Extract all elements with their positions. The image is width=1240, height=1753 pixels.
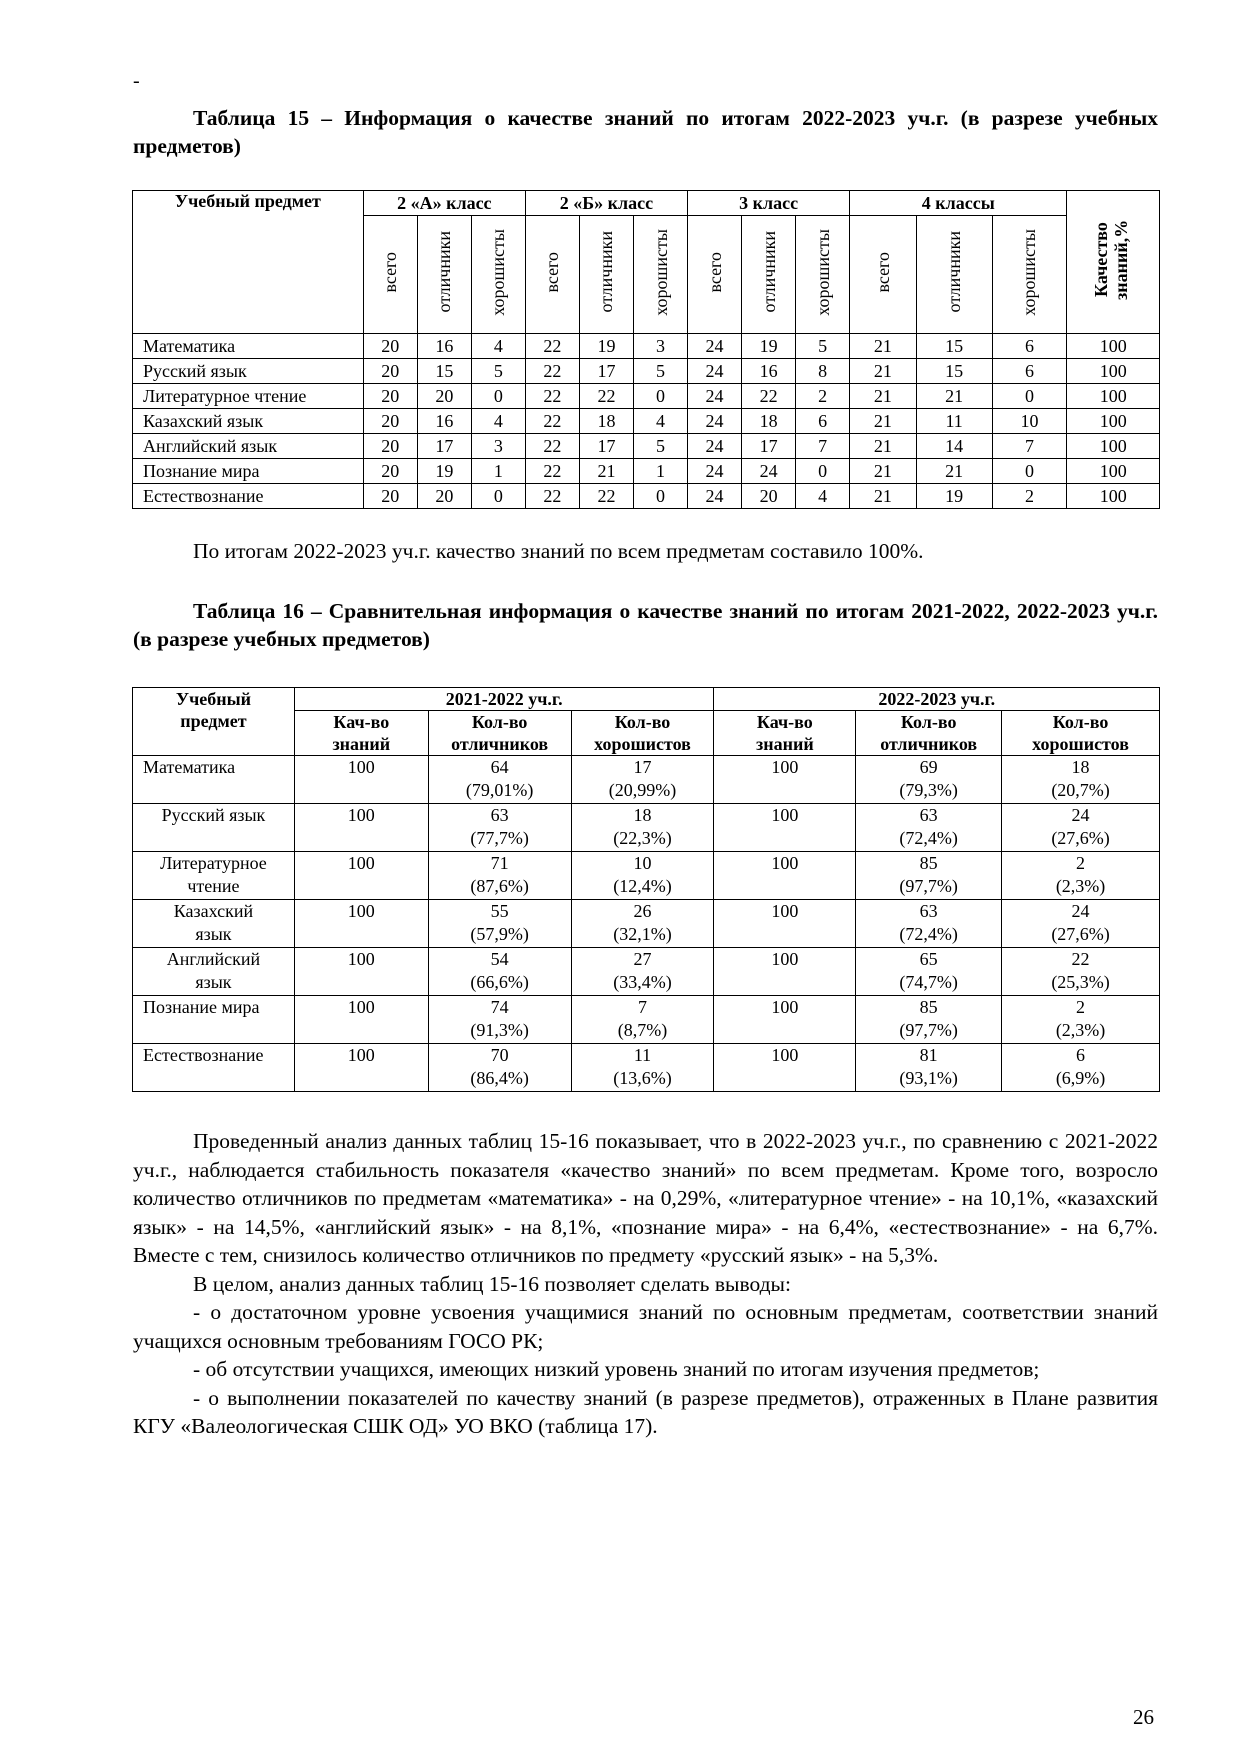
table15-value-cell: 22 [525, 484, 579, 509]
table15-caption [133, 104, 1158, 160]
table15-value-cell: 21 [916, 384, 992, 409]
table16-value-cell [294, 996, 428, 1044]
table15-value-cell: 19 [579, 334, 633, 359]
table-row [133, 484, 1160, 509]
table15-value-cell: 20 [417, 384, 471, 409]
table16-value-line: 85 [919, 997, 938, 1017]
table16-value-line: (93,1%) [899, 1068, 958, 1088]
table16-value-line: (8,7%) [617, 1020, 668, 1040]
table16-col-header [1002, 711, 1160, 756]
table16-value-line: (97,7%) [899, 1020, 958, 1040]
analysis-paragraph: - об отсутствии учащихся, имеющих низкий уровень знаний по итогам изучения предметов; [193, 1357, 1040, 1381]
table16-col-header [428, 711, 571, 756]
table16-subject-line: Естествознание [143, 1045, 264, 1065]
table16-subject-cell [133, 804, 295, 852]
table15-value-cell: 0 [633, 384, 687, 409]
table16 [132, 687, 1160, 1092]
table16-value-line: 100 [771, 997, 799, 1017]
table16-subject-line: Английский [166, 949, 261, 969]
table-row [133, 948, 1160, 996]
table15-value-cell: 1 [471, 459, 525, 484]
table-row [133, 900, 1160, 948]
table16-value-line: (22,3%) [613, 828, 672, 848]
table16-value-cell [856, 900, 1002, 948]
table16-caption [133, 597, 1158, 653]
table16-col-header [294, 711, 428, 756]
table15-subheader: хорошисты [796, 216, 850, 334]
table16-value-line: (97,7%) [899, 876, 958, 896]
table15-value-cell: 24 [688, 334, 742, 359]
table16-value-line: (79,3%) [899, 780, 958, 800]
dash-mark: - [133, 70, 140, 92]
table16-value-line: 10 [633, 853, 652, 873]
table15-value-cell: 10 [992, 409, 1067, 434]
table15-value-cell: 0 [796, 459, 850, 484]
table15-subject-cell: Математика [133, 334, 364, 359]
table15-group-header: 2 «А» класс [363, 191, 525, 216]
table15-value-cell: 22 [525, 409, 579, 434]
table15-value-cell: 20 [363, 459, 417, 484]
table16-value-cell [1002, 804, 1160, 852]
table15-value-cell: 22 [525, 384, 579, 409]
table16-value-line: 100 [347, 901, 375, 921]
table16-subject-cell [133, 852, 295, 900]
table-row [133, 756, 1160, 804]
table16-value-line: 65 [919, 949, 938, 969]
table16-value-cell [1002, 756, 1160, 804]
table15-value-cell: 15 [916, 334, 992, 359]
table15-value-cell: 14 [916, 434, 992, 459]
table16-value-line: 18 [633, 805, 652, 825]
table15-value-cell: 24 [688, 484, 742, 509]
table15-value-cell: 100 [1067, 434, 1160, 459]
table15-value-cell: 100 [1067, 334, 1160, 359]
table15-value-cell: 20 [363, 484, 417, 509]
table15-value-cell: 19 [742, 334, 796, 359]
table15-value-cell: 6 [992, 334, 1067, 359]
table16-value-line: (27,6%) [1051, 828, 1110, 848]
table15-subheader: отличники [742, 216, 796, 334]
table16-value-cell [428, 756, 571, 804]
table16-value-line: (20,7%) [1051, 780, 1110, 800]
table-row [133, 804, 1160, 852]
table15-value-cell: 22 [525, 459, 579, 484]
table16-value-cell [1002, 900, 1160, 948]
table16-subject-line: Казахский [173, 901, 254, 921]
table16-year1-header: 2021-2022 уч.г. [294, 688, 714, 711]
table16-value-cell [571, 1044, 714, 1092]
table16-col-header-line: Кол-во [614, 712, 671, 732]
table15-quality-header: Качество знаний,% [1067, 191, 1160, 334]
table15-value-cell: 21 [850, 384, 917, 409]
table15-subheader: отличники [579, 216, 633, 334]
table15-value-cell: 21 [850, 359, 917, 384]
table15-group-header: 4 классы [850, 191, 1067, 216]
analysis-paragraph: Проведенный анализ данных таблиц 15-16 показывает, что в 2022-2023 уч.г., по сравнению с 2021-2022 уч.г., наблюдается стабильность показателя «качество знаний» по всем предметам. Кроме того, возросло количество отличников по предметам «математика» - на 0,29%, «литературное чтение» - на 10,1%, «казахский язык» - на 14,5%, «английский язык» - на 8,1%, «познание мира» - на 6,4%, «естествознание» - на 6,7%. Вместе с тем, снизилось количество отличников по предмету «русский язык» - на 5,3%. [133, 1129, 1158, 1267]
analysis-paragraph: - о выполнении показателей по качеству знаний (в разрезе предметов), отраженных в Плане развития КГУ «Валеологическая СШК ОД» УО ВКО (таблица 17). [133, 1385, 1158, 1438]
analysis-paragraph: - о достаточном уровне усвоения учащимися знаний по основным предметам, соответствии знаний учащихся основным требованиям ГОСО РК; [133, 1300, 1158, 1353]
table15-value-cell: 1 [633, 459, 687, 484]
table15-value-cell: 4 [633, 409, 687, 434]
table15-subject-cell: Русский язык [133, 359, 364, 384]
table16-value-cell [294, 948, 428, 996]
table15-value-cell: 22 [742, 384, 796, 409]
table15-value-cell: 7 [796, 434, 850, 459]
table16-value-cell [428, 852, 571, 900]
table16-value-line: (2,3%) [1055, 1020, 1106, 1040]
table16-value-line: (27,6%) [1051, 924, 1110, 944]
table16-value-line: (57,9%) [470, 924, 529, 944]
table16-col-header [571, 711, 714, 756]
table16-year2-header: 2022-2023 уч.г. [714, 688, 1160, 711]
table15-value-cell: 3 [633, 334, 687, 359]
table15-value-cell: 24 [688, 459, 742, 484]
table15-value-cell: 17 [579, 434, 633, 459]
table15-value-cell: 100 [1067, 384, 1160, 409]
table-row [133, 434, 1160, 459]
table16-value-cell [856, 852, 1002, 900]
table15-value-cell: 24 [742, 459, 796, 484]
table16-subject-header: Учебный предмет [133, 688, 295, 756]
table16-value-cell [294, 900, 428, 948]
table15-value-cell: 20 [363, 409, 417, 434]
table15-value-cell: 19 [916, 484, 992, 509]
table15-value-cell: 6 [796, 409, 850, 434]
table15-value-cell: 0 [992, 459, 1067, 484]
analysis-paragraph: В целом, анализ данных таблиц 15-16 позволяет сделать выводы: [193, 1271, 791, 1296]
table15-subheader: хорошисты [471, 216, 525, 334]
table16-value-line: 71 [490, 853, 509, 873]
table16-value-line: 100 [771, 1045, 799, 1065]
table16-value-cell [714, 804, 856, 852]
table16-value-line: 100 [347, 1045, 375, 1065]
table15-subject-cell: Английский язык [133, 434, 364, 459]
table16-value-line: 100 [771, 949, 799, 969]
table16-value-line: 100 [347, 949, 375, 969]
table16-subject-cell [133, 756, 295, 804]
table16-col-header-line: Кол-во [1052, 712, 1109, 732]
table16-value-line: 74 [490, 997, 509, 1017]
table15-value-cell: 18 [742, 409, 796, 434]
table16-value-cell [714, 948, 856, 996]
table16-value-line: 63 [919, 805, 938, 825]
table15-value-cell: 6 [992, 359, 1067, 384]
table15-value-cell: 2 [992, 484, 1067, 509]
table15-subject-cell: Естествознание [133, 484, 364, 509]
table16-value-cell [856, 996, 1002, 1044]
table15-value-cell: 19 [417, 459, 471, 484]
table16-value-line: 64 [490, 757, 509, 777]
table15-value-cell: 17 [579, 359, 633, 384]
table15-subheader: всего [363, 216, 417, 334]
table16-value-cell [428, 1044, 571, 1092]
table15-value-cell: 0 [992, 384, 1067, 409]
table15-value-cell: 20 [363, 384, 417, 409]
table16-value-line: 7 [638, 997, 648, 1017]
table16-subject-line: язык [195, 924, 232, 944]
table15-value-cell: 4 [471, 409, 525, 434]
table15-subject-header: Учебный предмет [133, 191, 364, 334]
table15 [132, 190, 1160, 509]
table16-col-header-line: знаний [755, 734, 814, 754]
table16-value-line: 24 [1071, 805, 1090, 825]
table16-value-cell [571, 852, 714, 900]
table15-value-cell: 22 [579, 384, 633, 409]
table16-value-cell [714, 1044, 856, 1092]
table16-col-header-line: знаний [332, 734, 391, 754]
table15-value-cell: 5 [633, 359, 687, 384]
table15-body [133, 334, 1160, 509]
table16-value-line: 100 [771, 805, 799, 825]
table16-value-cell [294, 1044, 428, 1092]
table16-value-line: (32,1%) [613, 924, 672, 944]
table16-value-cell [856, 1044, 1002, 1092]
table16-value-line: 100 [771, 901, 799, 921]
table16-subject-cell [133, 1044, 295, 1092]
summary-sentence: По итогам 2022-2023 уч.г. качество знаний по всем предметам составило 100%. [193, 539, 924, 563]
table16-col-header [714, 711, 856, 756]
table16-subject-line: Литературное [160, 853, 267, 873]
table15-subheader: хорошисты [992, 216, 1067, 334]
table-row [133, 384, 1160, 409]
table15-value-cell: 17 [417, 434, 471, 459]
table15-value-cell: 100 [1067, 409, 1160, 434]
table16-subject-cell [133, 900, 295, 948]
table16-value-line: 69 [919, 757, 938, 777]
table15-value-cell: 4 [471, 334, 525, 359]
table15-value-cell: 4 [796, 484, 850, 509]
table15-value-cell: 24 [688, 434, 742, 459]
table16-col-header-line: отличников [451, 734, 549, 754]
table15-value-cell: 8 [796, 359, 850, 384]
table16-col-header [856, 711, 1002, 756]
table16-value-cell [571, 900, 714, 948]
table15-value-cell: 20 [742, 484, 796, 509]
table16-value-line: (33,4%) [613, 972, 672, 992]
table16-value-cell [714, 852, 856, 900]
table15-subheader: всего [850, 216, 917, 334]
table16-value-cell [1002, 852, 1160, 900]
table15-value-cell: 16 [417, 409, 471, 434]
table16-value-line: (20,99%) [608, 780, 677, 800]
table16-value-cell [714, 996, 856, 1044]
table16-value-cell [294, 852, 428, 900]
table15-caption-text: Таблица 15 – Информация о качестве знаний по итогам 2022-2023 уч.г. (в разрезе учебных предметов) [133, 106, 1158, 158]
table16-value-cell [428, 900, 571, 948]
table16-value-line: (72,4%) [899, 828, 958, 848]
table-row [133, 334, 1160, 359]
table15-value-cell: 7 [992, 434, 1067, 459]
analysis-text [133, 1127, 1158, 1441]
table15-value-cell: 100 [1067, 459, 1160, 484]
table-row [133, 459, 1160, 484]
table16-col-header-line: Кач-во [333, 712, 390, 732]
table16-value-line: 27 [633, 949, 652, 969]
table15-value-cell: 22 [579, 484, 633, 509]
table16-value-line: (72,4%) [899, 924, 958, 944]
table16-value-line: 70 [490, 1045, 509, 1065]
table16-value-line: 22 [1071, 949, 1090, 969]
table16-value-line: 63 [919, 901, 938, 921]
table15-value-cell: 21 [850, 484, 917, 509]
table15-subheader: всего [525, 216, 579, 334]
table16-value-cell [571, 756, 714, 804]
table15-value-cell: 21 [850, 434, 917, 459]
table15-value-cell: 100 [1067, 484, 1160, 509]
table15-value-cell: 16 [417, 334, 471, 359]
table16-body [133, 756, 1160, 1092]
table16-value-cell [856, 804, 1002, 852]
table16-value-cell [714, 756, 856, 804]
table-row [133, 852, 1160, 900]
table16-value-cell [714, 900, 856, 948]
table15-value-cell: 21 [850, 334, 917, 359]
table15-value-cell: 16 [742, 359, 796, 384]
table16-value-cell [571, 948, 714, 996]
table16-value-line: 54 [490, 949, 509, 969]
table15-value-cell: 15 [916, 359, 992, 384]
table15-subject-cell: Казахский язык [133, 409, 364, 434]
table16-col-header-line: Кол-во [471, 712, 528, 732]
table15-value-cell: 2 [796, 384, 850, 409]
table16-subject-line: Русский язык [161, 805, 266, 825]
table16-value-line: 63 [490, 805, 509, 825]
table16-value-cell [428, 996, 571, 1044]
table15-value-cell: 11 [916, 409, 992, 434]
table15-value-cell: 20 [417, 484, 471, 509]
table15-value-cell: 0 [471, 484, 525, 509]
table16-value-line: 17 [633, 757, 652, 777]
table16-value-cell [428, 804, 571, 852]
table16-value-line: 100 [347, 997, 375, 1017]
table16-value-cell [294, 756, 428, 804]
table16-value-line: 100 [771, 757, 799, 777]
table15-value-cell: 3 [471, 434, 525, 459]
table16-value-cell [1002, 1044, 1160, 1092]
table16-value-line: (86,4%) [470, 1068, 529, 1088]
table15-value-cell: 5 [633, 434, 687, 459]
table15-group-header: 3 класс [688, 191, 850, 216]
table15-value-cell: 21 [916, 459, 992, 484]
table-row [133, 409, 1160, 434]
table16-value-line: 2 [1076, 853, 1086, 873]
table16-value-line: 85 [919, 853, 938, 873]
table15-value-cell: 5 [471, 359, 525, 384]
page-number: 26 [1133, 1705, 1154, 1729]
table15-value-cell: 20 [363, 334, 417, 359]
table15-subheader: отличники [417, 216, 471, 334]
table16-value-line: 100 [347, 805, 375, 825]
table15-value-cell: 17 [742, 434, 796, 459]
table15-value-cell: 0 [633, 484, 687, 509]
table16-col-header-line: Кач-во [756, 712, 813, 732]
table16-subject-line: Познание мира [143, 997, 260, 1017]
table16-value-cell [1002, 996, 1160, 1044]
table16-value-cell [294, 804, 428, 852]
table16-subject-cell [133, 948, 295, 996]
table16-value-line: (25,3%) [1051, 972, 1110, 992]
table15-subheader: отличники [916, 216, 992, 334]
table16-value-line: 81 [919, 1045, 938, 1065]
table16-value-cell [856, 948, 1002, 996]
table15-value-cell: 21 [579, 459, 633, 484]
table16-value-line: 100 [347, 757, 375, 777]
table15-value-cell: 20 [363, 434, 417, 459]
table-row [133, 1044, 1160, 1092]
table15-value-cell: 0 [471, 384, 525, 409]
table15-value-cell: 100 [1067, 359, 1160, 384]
table16-col-header-line: отличников [880, 734, 978, 754]
table15-value-cell: 20 [363, 359, 417, 384]
table15-value-cell: 24 [688, 384, 742, 409]
table16-caption-text: Таблица 16 – Сравнительная информация о качестве знаний по итогам 2021-2022, 2022-2023 уч.г. (в разрезе учебных предметов) [133, 599, 1158, 651]
table15-value-cell: 18 [579, 409, 633, 434]
table16-subject-cell [133, 996, 295, 1044]
table16-col-header-line: Кол-во [900, 712, 957, 732]
table16-value-line: 6 [1076, 1045, 1086, 1065]
table16-value-cell [571, 996, 714, 1044]
table16-value-line: (66,6%) [470, 972, 529, 992]
table15-value-cell: 22 [525, 334, 579, 359]
table-row [133, 359, 1160, 384]
table16-col-header-line: хорошистов [1032, 734, 1129, 754]
table16-value-cell [428, 948, 571, 996]
table16-value-cell [1002, 948, 1160, 996]
table-row [133, 996, 1160, 1044]
table15-value-cell: 21 [850, 409, 917, 434]
table16-value-cell [571, 804, 714, 852]
table15-group-header: 2 «Б» класс [525, 191, 687, 216]
table16-value-line: (91,3%) [470, 1020, 529, 1040]
table15-subject-cell: Познание мира [133, 459, 364, 484]
table16-value-line: 24 [1071, 901, 1090, 921]
table16-value-line: (77,7%) [470, 828, 529, 848]
table16-value-line: (2,3%) [1055, 876, 1106, 896]
table16-value-line: 100 [771, 853, 799, 873]
table16-value-line: 18 [1071, 757, 1090, 777]
table15-value-cell: 22 [525, 434, 579, 459]
table16-value-line: (13,6%) [613, 1068, 672, 1088]
table15-value-cell: 15 [417, 359, 471, 384]
table16-value-line: (6,9%) [1055, 1068, 1106, 1088]
table16-subject-line: чтение [187, 876, 240, 896]
table16-value-line: 55 [490, 901, 509, 921]
table15-value-cell: 21 [850, 459, 917, 484]
table16-value-line: (74,7%) [899, 972, 958, 992]
table15-subheader: всего [688, 216, 742, 334]
table15-value-cell: 22 [525, 359, 579, 384]
table16-value-line: (12,4%) [613, 876, 672, 896]
table16-subject-line: Математика [143, 757, 236, 777]
table16-value-line: 11 [633, 1045, 652, 1065]
table15-subject-cell: Литературное чтение [133, 384, 364, 409]
table15-value-cell: 24 [688, 409, 742, 434]
table16-subject-line: язык [195, 972, 232, 992]
table16-value-cell [856, 756, 1002, 804]
table16-value-line: 100 [347, 853, 375, 873]
table16-value-line: (79,01%) [465, 780, 534, 800]
table16-value-line: (87,6%) [470, 876, 529, 896]
table15-value-cell: 24 [688, 359, 742, 384]
table16-col-header-line: хорошистов [594, 734, 691, 754]
table15-value-cell: 5 [796, 334, 850, 359]
table16-value-line: 2 [1076, 997, 1086, 1017]
table15-subheader: хорошисты [633, 216, 687, 334]
table16-value-line: 26 [633, 901, 652, 921]
